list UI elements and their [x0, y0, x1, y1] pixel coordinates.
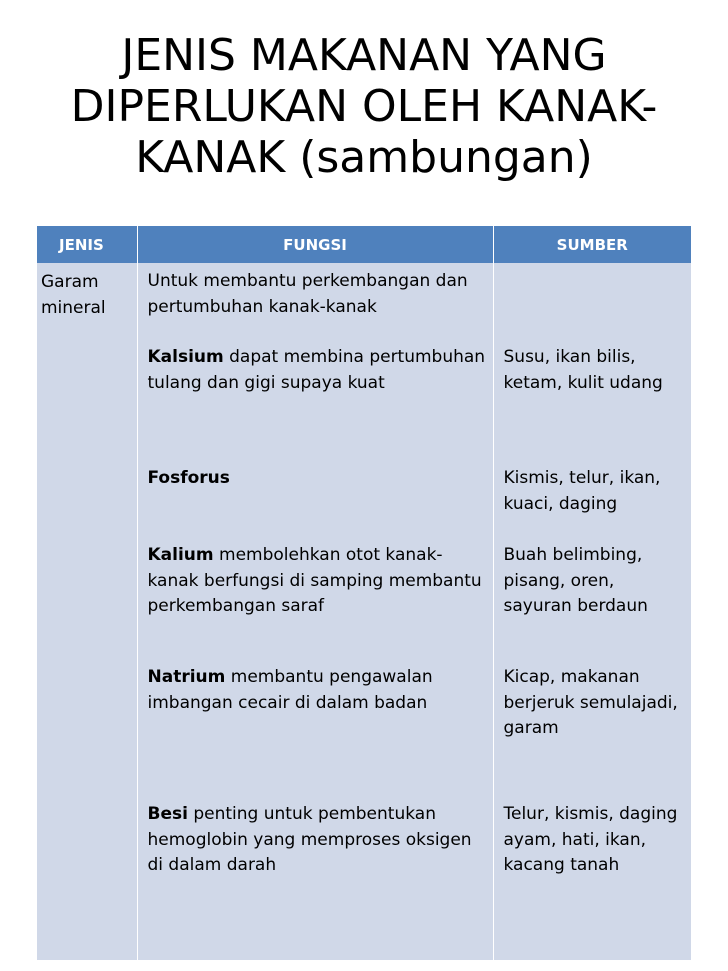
header-fungsi: FUNGSI: [137, 226, 493, 263]
title-line-2: DIPERLUKAN OLEH KANAK-: [70, 81, 658, 133]
fungsi-fosforus: [138, 466, 493, 543]
sumber-natrium: Kicap, makanan berjeruk semulajadi, garam: [503, 667, 678, 738]
mineral-name-fosforus: Fosforus: [147, 468, 230, 488]
sumber-kalium: Buah belimbing, pisang, oren, sayuran berdaun: [503, 545, 648, 616]
food-type-table: [37, 226, 691, 960]
mineral-name-kalsium: Kalsium: [147, 347, 224, 367]
fungsi-kalsium: [138, 345, 493, 466]
table-header-row: [37, 226, 691, 263]
sumber-intro-blank: [494, 269, 692, 345]
jenis-line-2: mineral: [41, 298, 106, 319]
mineral-name-besi: Besi: [147, 804, 188, 824]
header-jenis: JENIS: [37, 226, 137, 263]
mineral-name-kalium: Kalium: [147, 545, 214, 565]
fungsi-natrium: [138, 665, 493, 802]
fungsi-besi-text: penting untuk pembentukan hemoglobin yang memproses oksigen di dalam darah: [147, 804, 472, 875]
fungsi-cell: [137, 263, 493, 960]
jenis-cell: [37, 263, 137, 960]
fungsi-kalsium-text: dapat membina pertumbuhan tulang dan gigi supaya kuat: [147, 347, 486, 393]
fungsi-kalium-text: membolehkan otot kanak-kanak berfungsi di samping membantu perkembangan saraf: [147, 545, 482, 616]
table-row: [37, 263, 691, 960]
sumber-besi: Telur, kismis, daging ayam, hati, ikan, kacang tanah: [503, 804, 678, 875]
fungsi-kalium: [138, 543, 493, 665]
header-sumber: SUMBER: [493, 226, 691, 263]
title-line-3: KANAK (sambungan): [135, 132, 593, 184]
slide-title: [30, 30, 698, 183]
fungsi-intro: Untuk membantu perkembangan dan pertumbuhan kanak-kanak: [147, 271, 468, 317]
sumber-fosforus: Kismis, telur, ikan, kuaci, daging: [503, 468, 661, 514]
title-line-1: JENIS MAKANAN YANG: [121, 30, 607, 81]
mineral-name-natrium: Natrium: [147, 667, 226, 687]
sumber-cell: [493, 263, 691, 960]
fungsi-natrium-text: membantu pengawalan imbangan cecair di dalam badan: [147, 667, 433, 713]
sumber-kalsium: Susu, ikan bilis, ketam, kulit udang: [503, 347, 663, 393]
fungsi-besi: [138, 802, 493, 922]
jenis-line-1: Garam: [41, 272, 99, 292]
